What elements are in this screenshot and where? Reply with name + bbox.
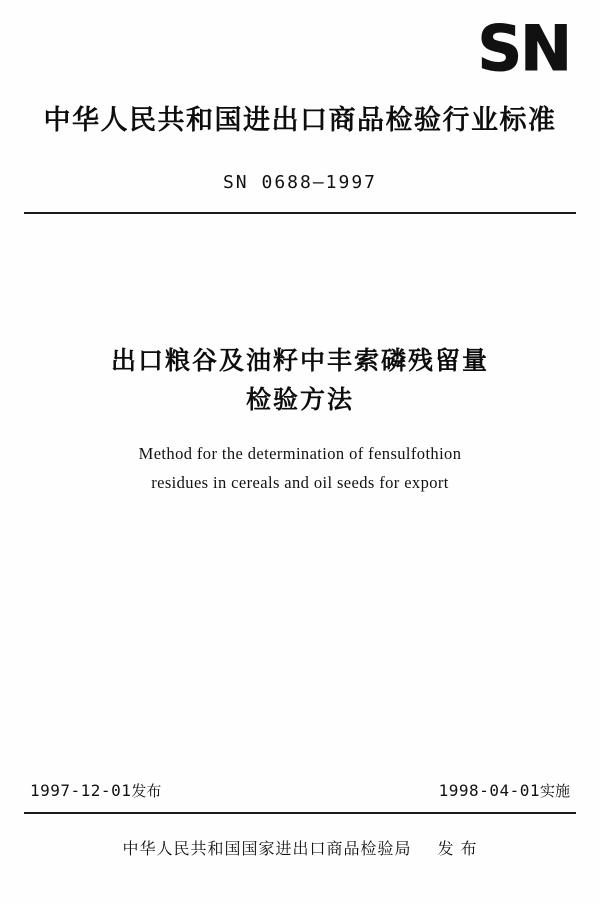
standard-code: SN 0688—1997 <box>222 172 378 193</box>
effective-date-value: 1998-04-01 <box>438 781 540 800</box>
issue-date-value: 1997-12-01 <box>30 781 132 800</box>
effective-date-block <box>439 780 570 801</box>
header-divider <box>24 212 576 214</box>
title-en-line-2: residues in cereals and oil seeds for export <box>151 472 449 492</box>
effective-date-label: 实施 <box>539 782 570 800</box>
document-title-english <box>0 440 600 498</box>
sn-logo: SN <box>477 12 570 85</box>
title-cn-line-1: 出口粮谷及油籽中丰索磷残留量 <box>110 346 489 375</box>
publisher-action: 发 布 <box>437 839 478 858</box>
title-en-line-1: Method for the determination of fensulfothion <box>138 444 462 463</box>
footer-divider <box>24 812 576 814</box>
issue-date-label: 发布 <box>131 782 162 800</box>
issue-date-block <box>30 780 161 801</box>
document-title-chinese <box>0 342 600 420</box>
publisher-name: 中华人民共和国国家进出口商品检验局 <box>122 839 412 858</box>
title-cn-line-2: 检验方法 <box>245 384 354 414</box>
publisher-line <box>0 836 600 859</box>
issuing-organization-title: 中华人民共和国进出口商品检验行业标准 <box>43 105 557 136</box>
